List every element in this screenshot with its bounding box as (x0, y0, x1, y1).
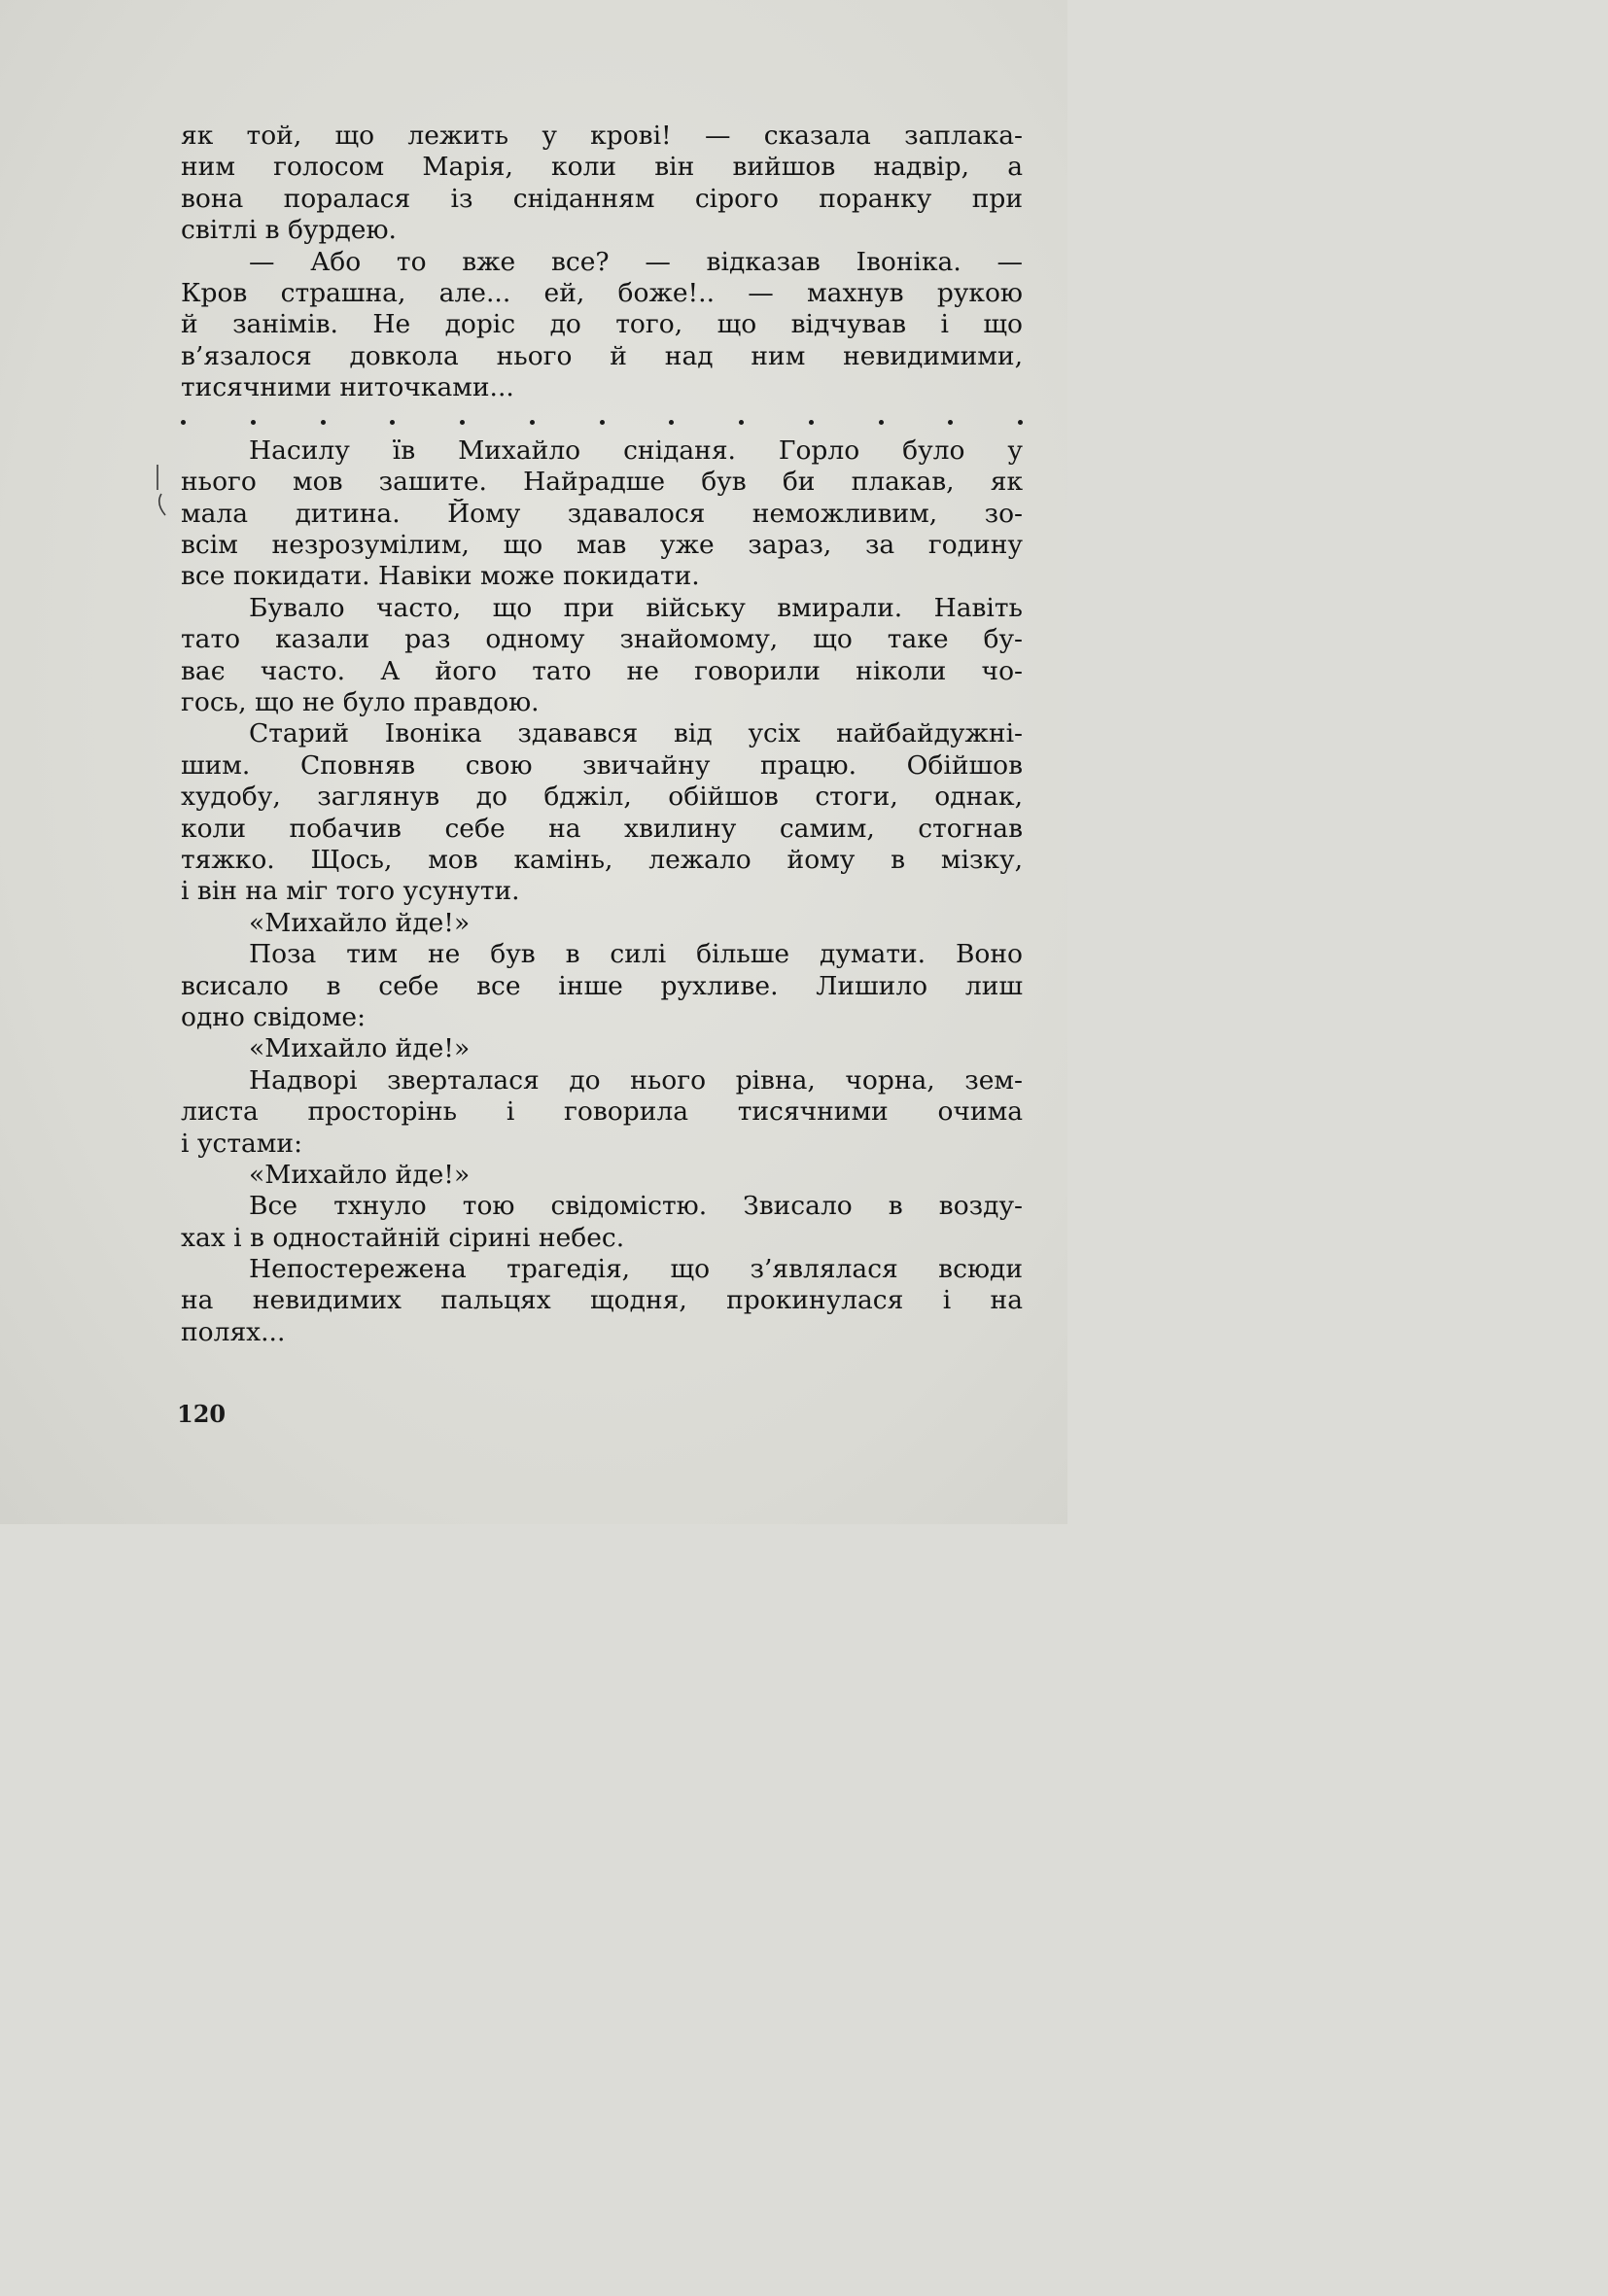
text-line: нього мов зашите. Найрадше був би плакав, як (181, 467, 1023, 498)
separator-dot (460, 420, 465, 425)
separator-dot (948, 420, 953, 425)
pencil-margin-mark (152, 461, 181, 519)
text-line: хах і в одностайній сірині небес. (181, 1222, 625, 1253)
separator-dot (390, 420, 395, 425)
text-line: Старий Івоніка здавався від усіх найбайдужні- (249, 718, 1023, 749)
text-line: листа просторінь і говорила тисячними очима (181, 1096, 1023, 1128)
text-line: коли побачив себе на хвилину самим, стогнав (181, 813, 1023, 844)
text-line: як той, що лежить у крові! — сказала заплака- (181, 121, 1023, 151)
book-page (0, 0, 1067, 1524)
text-line: Насилу їв Михайло сніданя. Горло було у (249, 435, 1023, 466)
body-text (181, 121, 1023, 1348)
page-number: 120 (177, 1400, 227, 1428)
text-line: світлі в бурдею. (181, 215, 397, 246)
separator-dot (251, 420, 256, 425)
text-line: «Михайло йде!» (249, 1033, 471, 1064)
text-line: полях... (181, 1316, 286, 1347)
text-line: «Михайло йде!» (249, 907, 471, 938)
separator-dot (321, 420, 326, 425)
text-line: вона поралася із сніданням сірого поранку при (181, 183, 1023, 214)
text-line: все покидати. Навіки може покидати. (181, 561, 700, 592)
text-line: і він на міг того усунути. (181, 876, 520, 907)
text-line: й занімів. Не доріс до того, що відчував і що (181, 309, 1023, 340)
text-line: і устами: (181, 1128, 302, 1159)
text-line: тато казали раз одному знайомому, що таке бу- (181, 624, 1023, 655)
text-line: Все тхнуло тою свідомістю. Звисало в возду- (249, 1191, 1023, 1222)
text-line: Непостережена трагедія, що з’являлася всюди (249, 1254, 1023, 1285)
section-separator-dots (181, 404, 1023, 435)
separator-dot (1018, 420, 1023, 425)
separator-dot (879, 420, 884, 425)
text-line: всисало в себе все інше рухливе. Лишило лиш (181, 970, 1023, 1001)
text-line: мала дитина. Йому здавалося неможливим, зо- (181, 498, 1023, 529)
separator-dot (181, 420, 186, 425)
text-line: Поза тим не був в силі більше думати. Воно (249, 939, 1023, 970)
separator-dot (809, 420, 814, 425)
text-line: ним голосом Марія, коли він вийшов надвір, а (181, 152, 1023, 183)
text-line: шим. Сповняв свою звичайну працю. Обійшов (181, 749, 1023, 781)
text-line: Кров страшна, але... ей, боже!.. — махнув рукою (181, 277, 1023, 308)
text-line: Бувало часто, що при війську вмирали. Навіть (249, 592, 1023, 623)
text-line: худобу, заглянув до бджіл, обійшов стоги, однак, (181, 782, 1023, 813)
text-line: в’язалося довкола нього й над ним невидимими, (181, 340, 1023, 371)
text-line: гось, що не було правдою. (181, 687, 540, 718)
separator-dot (669, 420, 674, 425)
text-line: тисячними ниточками... (181, 372, 514, 403)
text-line: на невидимих пальцях щодня, прокинулася і на (181, 1285, 1023, 1316)
separator-dot (600, 420, 605, 425)
text-line: «Михайло йде!» (249, 1159, 471, 1190)
text-line: ває часто. А його тато не говорили ніколи чо- (181, 655, 1023, 686)
text-line: всім незрозумілим, що мав уже зараз, за годину (181, 530, 1023, 561)
text-line: одно свідоме: (181, 1001, 367, 1032)
text-line: Надворі зверталася до нього рівна, чорна, зем- (249, 1064, 1023, 1096)
separator-dot (739, 420, 744, 425)
separator-dot (530, 420, 535, 425)
text-line: тяжко. Щось, мов камінь, лежало йому в мізку, (181, 844, 1023, 875)
text-line: — Або то вже все? — відказав Івоніка. — (249, 246, 1023, 277)
